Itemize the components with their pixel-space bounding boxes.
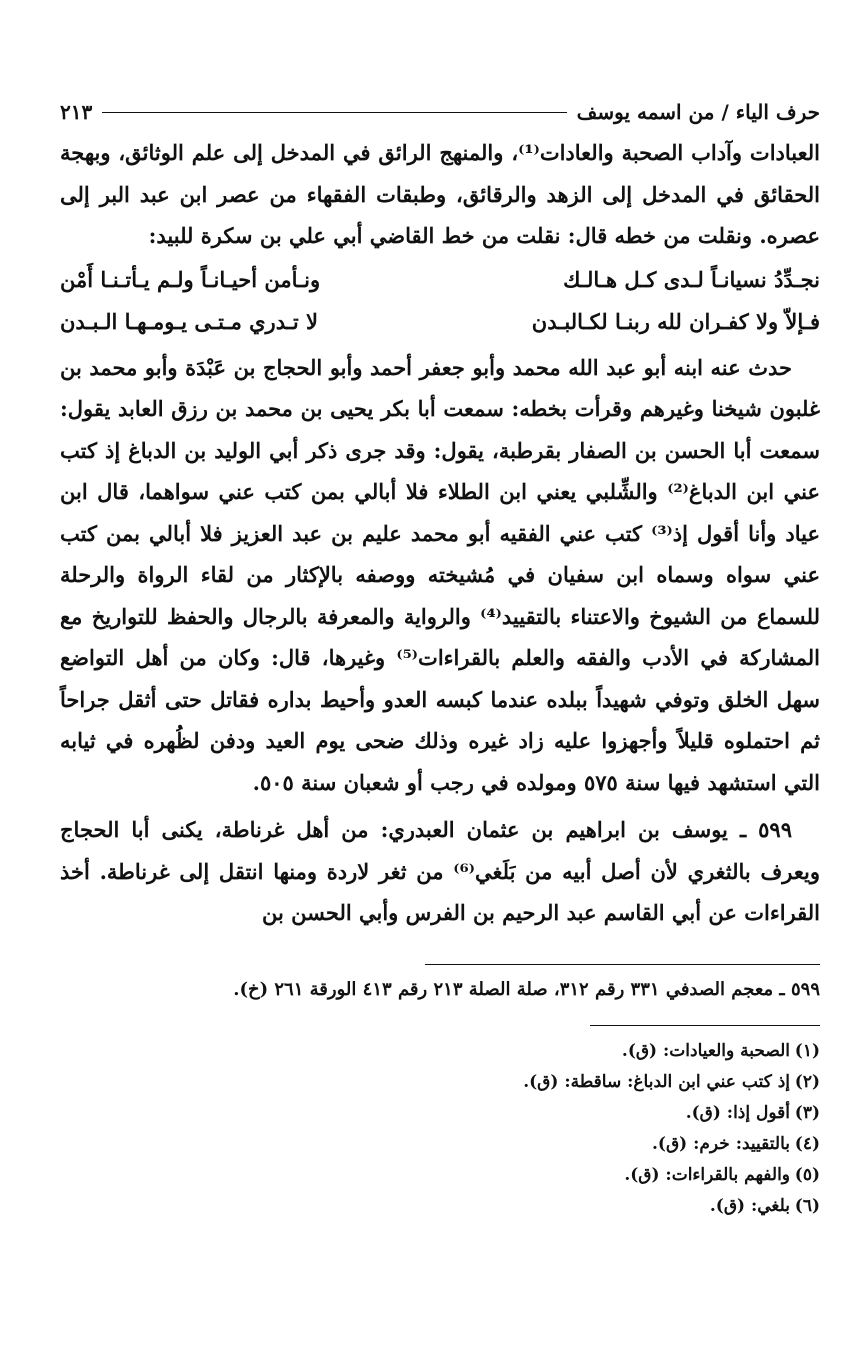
running-head-title: حرف الياء / من اسمه يوسف xyxy=(576,100,820,124)
footnote-number: (٤) xyxy=(794,1133,820,1154)
footnote-text: والفهم بالقراءات: (ق). xyxy=(624,1164,790,1185)
page-number: ٢١٣ xyxy=(60,100,93,124)
footnote-text: بلغي: (ق). xyxy=(709,1195,790,1216)
footnote xyxy=(60,1191,820,1222)
footnote xyxy=(60,1098,820,1129)
verse-block xyxy=(60,259,820,343)
book-page xyxy=(60,92,820,1222)
verse-line xyxy=(60,259,820,301)
entry-sources: ٥٩٩ ـ معجم الصدفي ٣٣١ رقم ٣١٢، صلة الصلة ٢١٣ رقم ٤١٣ الورقة ٢٦١ (خ). xyxy=(233,978,820,1000)
entry-599-paragraph: ٥٩٩ ـ يوسف بن ابراهيم بن عثمان العبدري: من أهل غرناطة، يكنى أبا الحجاج ويعرف بالثغري لأن أصل أبيه من بَلَغي⁽⁶⁾ من ثغر لاردة ومنها انتقل إلى غرناطة. أخذ القراءات عن أبي القاسم عبد الرحيم بن الفرس وأبي الحسن بن xyxy=(60,817,820,925)
footnote-number: (٦) xyxy=(794,1195,820,1216)
footnote xyxy=(60,1129,820,1160)
footnote-text: الصحبة والعيادات: (ق). xyxy=(621,1040,790,1061)
verse-hemistich-first: فـإلاّ ولا كفـران لله ربنـا لكـالبـدن xyxy=(531,308,820,334)
footnote-number: (٢) xyxy=(794,1071,820,1092)
footnote xyxy=(60,1160,820,1191)
biography-paragraph: حدث عنه ابنه أبو عبد الله محمد وأبو جعفر أحمد وأبو الحجاج بن عَبْدَة وأبو محمد بن غلبون شيخنا وغيرهم وقرأت بخطه: سمعت أبا بكر يحيى بن محمد بن رزق العابد يقول: سمعت أبا الحسن بن الصفار بقرطبة، يقول: وقد جرى ذكر أبي الوليد بن الدباغ إذ كتب عني ابن الدباغ⁽²⁾ والشِّلبي يعني ابن الطلاء فلا أبالي بمن كتب عني سواهما، قال ابن عياد وأنا أقول إذ⁽³⁾ كتب عني الفقيه أبو محمد عليم بن عبد العزيز فلا أبالي بمن كتب عني سواه وسماه ابن سفيان في مُشيخته ووصفه بالإكثار من لقاء الرواة والرحلة للسماع من الشيوخ والاعتناء بالتقييد⁽⁴⁾ والرواية والمعرفة بالرجال والحفظ للتواريخ مع المشاركة في الأدب والفقه والعلم بالقراءات⁽⁵⁾ وغيرها، قال: وكان من أهل التواضع سهل الخلق وتوفي شهيداً ببلده عندما كبسه العدو وأحيط بداره فقاتل حتى أثقل جراحاً ثم احتملوه قليلاً وأجهزوا عليه زاد غيره وذلك ضحى يوم العيد ودفن لظُهره في ثيابه التي استشهد فيها سنة ٥٧٥ ومولده في رجب أو شعبان سنة ٥٠٥. xyxy=(60,354,820,795)
footnote-number: (١) xyxy=(794,1040,820,1061)
sources-rule xyxy=(425,964,820,965)
footnote-number: (٥) xyxy=(794,1164,820,1185)
footnotes-rule xyxy=(590,1025,820,1026)
verse-hemistich-second: ونـأمن أحيـانـاً ولـم يـأتـنـا أَمْن xyxy=(60,266,321,292)
footnotes xyxy=(60,1036,820,1222)
footnote-number: (٣) xyxy=(794,1102,820,1123)
verse-hemistich-second: لا تـدري مـتـى يـومـهـا الـبـدن xyxy=(60,308,319,334)
intro-paragraph: العبادات وآداب الصحبة والعادات⁽¹⁾، والمنهج الرائق في المدخل إلى علم الوثائق، وبهجة الحقائق في المدخل إلى الزهد والرقائق، وطبقات الفقهاء من عصر ابن عبد البر إلى عصره. ونقلت من خطه قال: نقلت من خط القاضي أبي علي بن سكرة للبيد: xyxy=(60,140,820,248)
verse-line xyxy=(60,301,820,343)
footnote xyxy=(60,1036,820,1067)
footnote-text: أقول إذا: (ق). xyxy=(685,1102,790,1123)
footnote-text: بالتقييد: خرم: (ق). xyxy=(651,1133,790,1154)
running-head xyxy=(60,92,820,132)
footnote-text: إذ كتب عني ابن الدباغ: ساقطة: (ق). xyxy=(523,1071,790,1092)
running-head-rule xyxy=(102,112,566,113)
footnote xyxy=(60,1067,820,1098)
verse-hemistich-first: نجـدِّدُ نسيانـاً لـدى كـل هـالـك xyxy=(563,266,820,292)
